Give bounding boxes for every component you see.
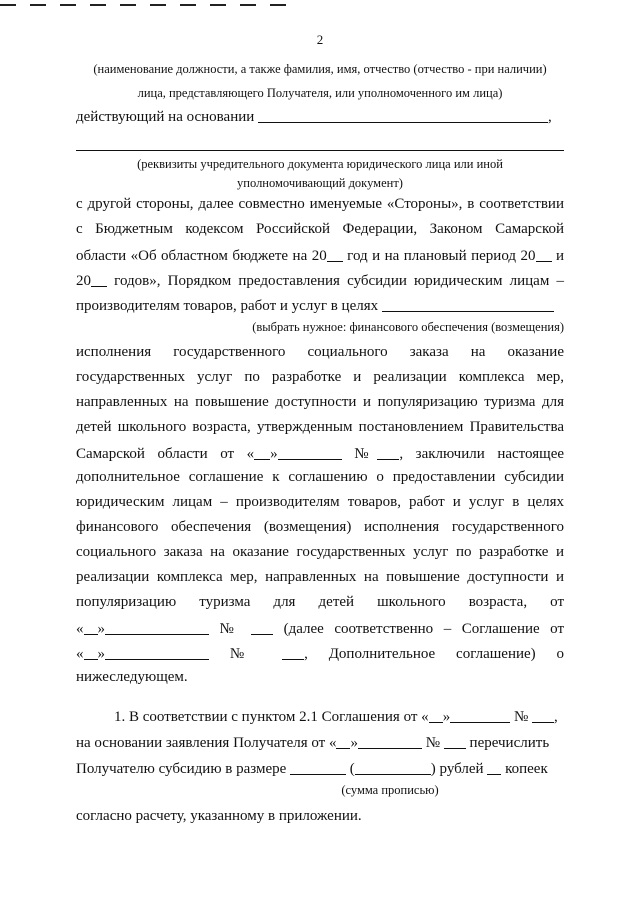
position-note-line1: (наименование должности, а также фамилия, имя, отчество (отчество - при наличии)	[93, 62, 547, 76]
preamble-line4-a: 20	[76, 273, 91, 289]
preamble-line3-a: области «Об областном бюджете на 20	[76, 248, 327, 264]
preamble-line10-c: №	[341, 446, 378, 462]
basis-line	[76, 107, 564, 126]
clause1-line2-d: перечислить	[465, 735, 550, 751]
amount-words-blank[interactable]	[355, 759, 431, 775]
preamble-line19: нижеследующем.	[76, 669, 188, 685]
preamble-line10-b: »	[270, 446, 278, 462]
preamble-line17-a: «	[76, 621, 84, 637]
clause1-line1-a: 1. В соответствии с пунктом 2.1 Соглашения от «	[114, 709, 429, 725]
preamble-line1: с другой стороны, далее совместно именуемые «Стороны», в соответствии	[76, 196, 564, 212]
top-dash-marks	[0, 4, 300, 6]
clause1-line3-d: копеек	[501, 761, 548, 777]
date-blank-3[interactable]	[105, 644, 209, 660]
preamble-line7: государственных услуг по разработке и реализации комплекса мер,	[76, 369, 564, 385]
clause1-line2-c: №	[421, 735, 441, 751]
preamble-line2: с Бюджетным кодексом Российской Федерации, Законом Самарской	[76, 221, 564, 237]
requisites-note-line2: уполномочивающий документ)	[237, 176, 403, 190]
day-blank-4[interactable]	[429, 707, 443, 723]
clause1-line3	[76, 759, 564, 778]
clause1-line3-b: (	[346, 761, 355, 777]
preamble-line11: дополнительное соглашение к соглашению о предоставлении субсидии	[76, 469, 564, 485]
clause1-line3-c: ) рублей	[430, 761, 484, 777]
preamble-line18-b: »	[97, 646, 105, 662]
preamble-line10-a: Самарской области от «	[76, 446, 255, 462]
sum-note: (сумма прописью)	[341, 783, 439, 797]
preamble-line17-d: (далее соответственно – Соглашение от	[283, 621, 565, 637]
preamble-line10	[76, 444, 564, 463]
preamble-line6: исполнения государственного социального заказа на оказание	[76, 344, 564, 360]
preamble-line8: направленных на повышение доступности и популяризацию туризма для	[76, 394, 564, 410]
date-blank-2[interactable]	[105, 619, 209, 635]
preamble-line14: социального заказа на оказание государственных услуг по разработке и	[76, 544, 564, 560]
position-note-line2: лица, представляющего Получателя, или уполномоченного им лица)	[137, 86, 503, 100]
preamble-line3	[76, 246, 564, 265]
clause1-line2	[76, 733, 564, 752]
year-blank-1[interactable]	[327, 246, 343, 262]
clause1-line3-a: Получателю субсидию в размере	[76, 761, 287, 777]
clause1-line2-a: на основании заявления Получателя от «	[76, 735, 337, 751]
preamble-line5-text: производителям товаров, работ и услуг в целях	[76, 298, 379, 314]
preamble-line3-b: год и на плановый период 20	[342, 248, 536, 264]
date-blank-1[interactable]	[278, 444, 342, 460]
preamble-line18-c: №	[229, 646, 262, 662]
preamble-line10-d: , заключили настоящее	[399, 446, 565, 462]
requisites-blank[interactable]	[76, 150, 564, 151]
page-number: 2	[316, 32, 324, 47]
choose-note: (выбрать нужное: финансового обеспечения (возмещения)	[252, 320, 564, 334]
day-blank-5[interactable]	[336, 733, 350, 749]
preamble-line4-b: годов», Порядком предоставления субсидии юридическим лицам –	[107, 273, 564, 289]
preamble-line16: популяризацию туризма для детей школьного возраста, от	[76, 594, 564, 610]
amount-digits-blank[interactable]	[290, 759, 346, 775]
clause1-line1-c: №	[510, 709, 529, 725]
purpose-blank[interactable]	[382, 296, 554, 312]
preamble-line18-a: «	[76, 646, 84, 662]
preamble-line4	[76, 271, 564, 290]
preamble-line17	[76, 619, 564, 638]
basis-blank[interactable]	[258, 107, 548, 123]
day-blank-2[interactable]	[84, 619, 98, 635]
number-blank-4[interactable]	[532, 707, 554, 723]
basis-tail: ,	[548, 109, 552, 125]
preamble-line18-d: , Дополнительное соглашение) о	[304, 646, 564, 662]
preamble-line5	[76, 296, 564, 315]
number-blank-1[interactable]	[377, 444, 399, 460]
date-blank-4[interactable]	[450, 707, 510, 723]
clause1-line1-b: »	[442, 709, 451, 725]
basis-label: действующий на основании	[76, 109, 255, 125]
number-blank-5[interactable]	[444, 733, 466, 749]
number-blank-3[interactable]	[282, 644, 304, 660]
clause1-line2-b: »	[350, 735, 358, 751]
year-blank-3[interactable]	[91, 271, 107, 287]
kopecks-blank[interactable]	[487, 759, 501, 775]
preamble-line12: юридическим лицам – производителям товаров, работ и услуг в целях	[76, 494, 564, 510]
number-blank-2[interactable]	[251, 619, 273, 635]
preamble-line15: реализации комплекса мер, направленных на повышение доступности и	[76, 569, 564, 585]
clause1-line1	[114, 707, 564, 726]
preamble-line13: финансового обеспечения (возмещения) исполнения государственного	[76, 519, 564, 535]
requisites-note-line1: (реквизиты учредительного документа юридического лица или иной	[137, 157, 503, 171]
year-blank-2[interactable]	[536, 246, 552, 262]
clause1-line4: согласно расчету, указанному в приложении.	[76, 808, 362, 824]
preamble-line9: детей школьного возраста, утвержденным постановлением Правительства	[76, 419, 564, 435]
clause1-line1-d: ,	[554, 709, 558, 725]
day-blank-1[interactable]	[254, 444, 270, 460]
preamble-line18	[76, 644, 564, 663]
date-blank-5[interactable]	[358, 733, 422, 749]
preamble-line3-c: и	[551, 248, 564, 264]
preamble-line17-b: »	[97, 621, 105, 637]
preamble-line17-c: №	[219, 621, 241, 637]
day-blank-3[interactable]	[84, 644, 98, 660]
